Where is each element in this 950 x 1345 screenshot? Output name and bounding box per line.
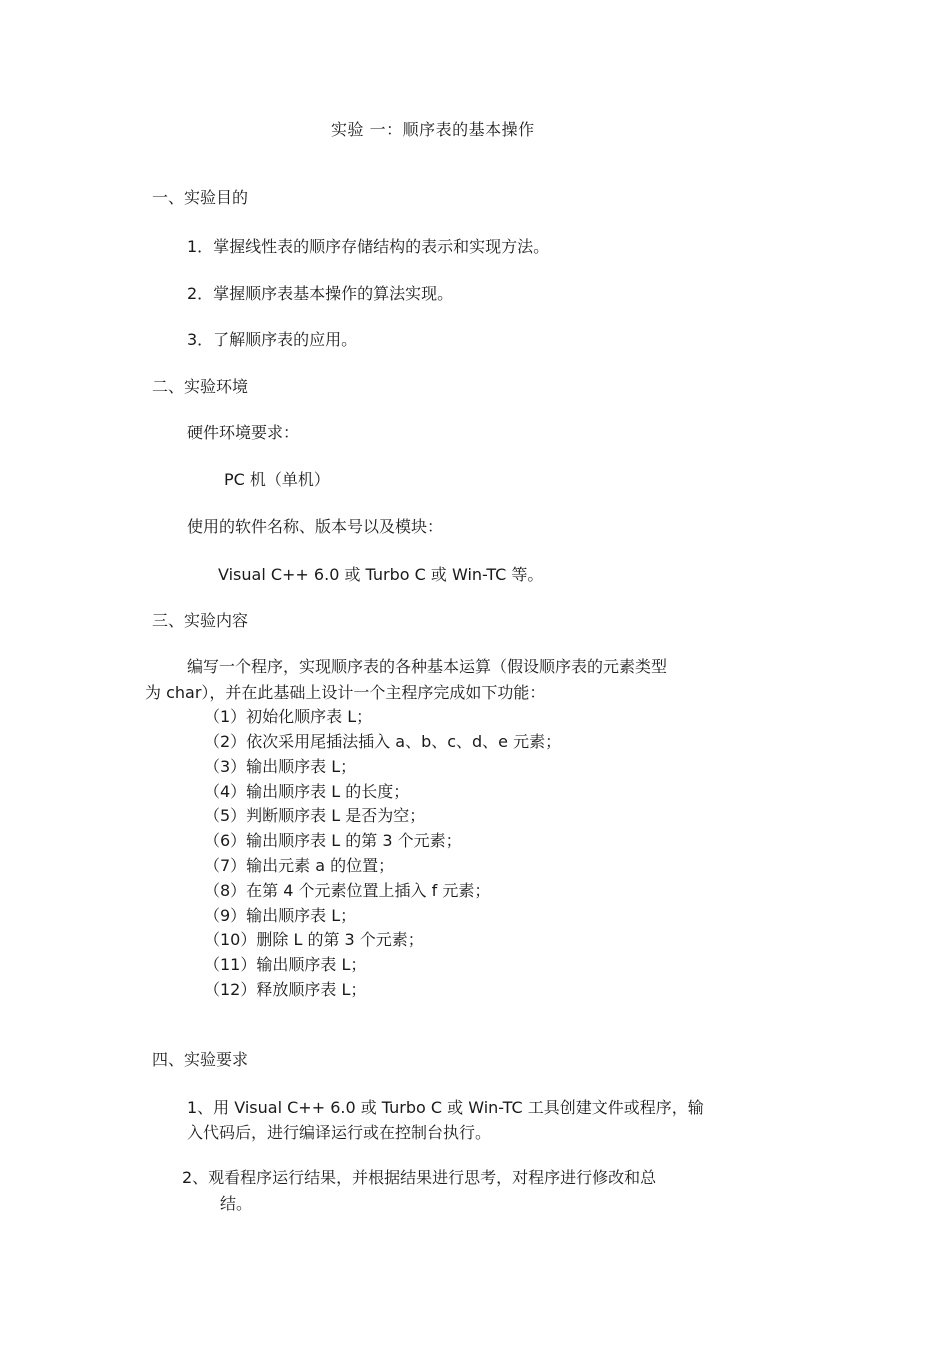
software-label: 使用的软件名称、版本号以及模块：	[187, 517, 444, 536]
purpose-item: 1．掌握线性表的顺序存储结构的表示和实现方法。	[187, 237, 550, 256]
list-item: （10）删除 L 的第 3 个元素；	[204, 930, 424, 949]
hardware-label: 硬件环境要求：	[187, 423, 300, 442]
list-item: （2）依次采用尾插法插入 a、b、c、d、e 元素；	[204, 732, 562, 751]
requirement-line: 入代码后，进行编译运行或在控制台执行。	[187, 1123, 492, 1142]
list-item: （12）释放顺序表 L；	[204, 980, 367, 999]
list-item: （7）输出元素 a 的位置；	[204, 856, 395, 875]
section-heading-environment: 二、实验环境	[152, 377, 249, 396]
list-item: （3）输出顺序表 L；	[204, 757, 357, 776]
software-value: Visual C++ 6.0 或 Turbo C 或 Win-TC 等。	[218, 565, 544, 584]
section-heading-content: 三、实验内容	[152, 611, 249, 630]
list-item: （4）输出顺序表 L 的长度；	[204, 782, 410, 801]
content-intro-line: 编写一个程序，实现顺序表的各种基本运算（假设顺序表的元素类型	[187, 657, 668, 676]
content-intro-line: 为 char），并在此基础上设计一个主程序完成如下功能：	[145, 683, 546, 702]
list-item: （6）输出顺序表 L 的第 3 个元素；	[204, 831, 462, 850]
list-item: （9）输出顺序表 L；	[204, 906, 357, 925]
purpose-item: 2．掌握顺序表基本操作的算法实现。	[187, 284, 454, 303]
purpose-item: 3．了解顺序表的应用。	[187, 330, 358, 349]
page-title: 实验 一：顺序表的基本操作	[331, 120, 535, 139]
requirement-line: 结。	[220, 1194, 253, 1213]
list-item: （8）在第 4 个元素位置上插入 f 元素；	[204, 881, 491, 900]
section-heading-purpose: 一、实验目的	[152, 188, 249, 207]
section-heading-requirements: 四、实验要求	[152, 1050, 249, 1069]
requirement-line: 2、观看程序运行结果，并根据结果进行思考，对程序进行修改和总	[182, 1168, 657, 1187]
list-item: （5）判断顺序表 L 是否为空；	[204, 806, 426, 825]
list-item: （11）输出顺序表 L；	[204, 955, 367, 974]
list-item: （1）初始化顺序表 L；	[204, 707, 373, 726]
hardware-value: PC 机（单机）	[224, 470, 330, 489]
requirement-line: 1、用 Visual C++ 6.0 或 Turbo C 或 Win-TC 工具创建文件或程序，输	[187, 1098, 704, 1117]
